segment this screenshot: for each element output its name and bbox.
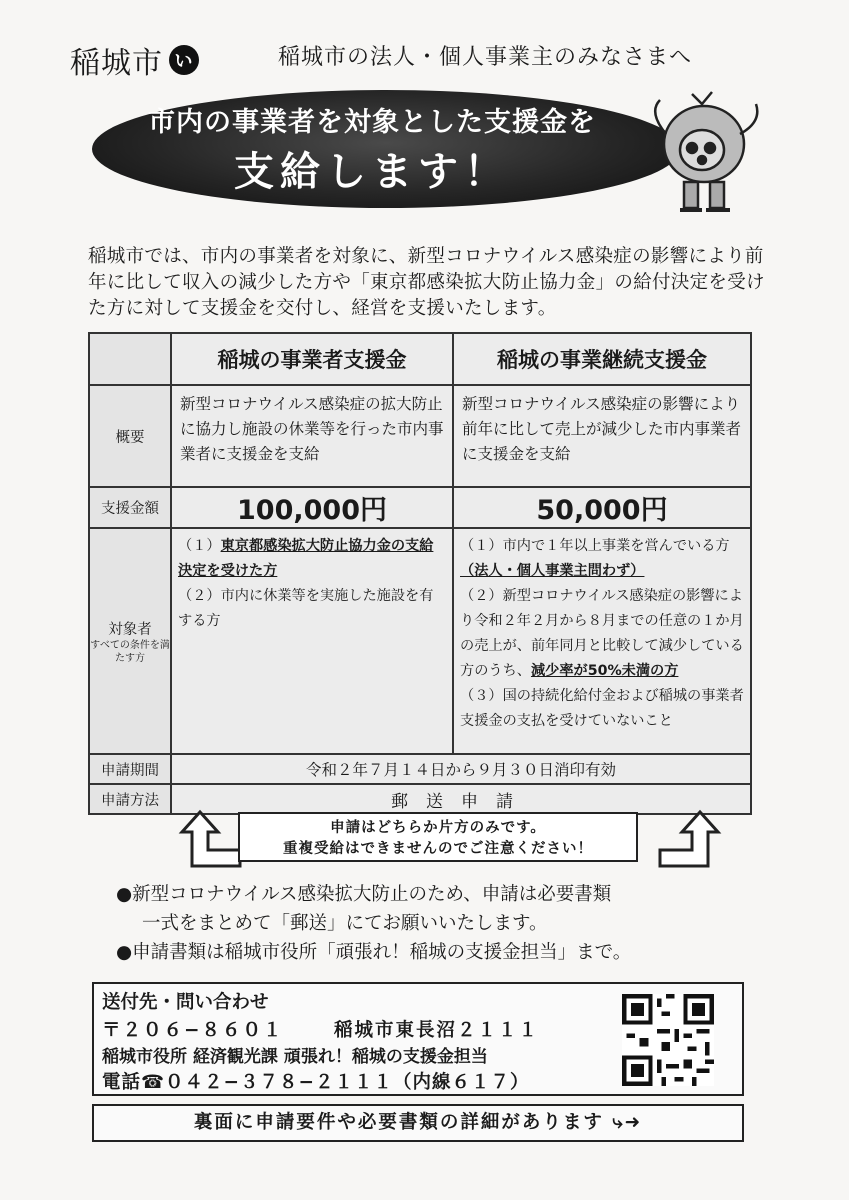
notice-line1: 申請はどちらか片方のみです。 [330,820,546,836]
contact-phone: 電話☎０４２−３７８−２１１１（内線６１７） [102,1072,530,1093]
col1-overview: 新型コロナウイルス感染症の拡大防止に協力し施設の休業等を行った市内事業者に支援金を支給 [171,385,453,487]
col2-overview: 新型コロナウイルス感染症の影響により前年に比して売上が減少した市内事業者に支援金を支給 [453,385,751,487]
table-corner-cell [89,333,171,385]
city-emblem-icon: い [169,45,199,75]
row-label-method: 申請方法 [89,784,171,814]
col2-conditions [453,528,751,754]
col2-cond2-text: （２）新型コロナウイルス感染症の影響により令和２年２月から８月までの任意の１か月の売上が、前年同月と比較して減少している方のうち、 [460,588,744,679]
intro-paragraph: 稲城市では、市内の事業者を対象に、新型コロナウイルス感染症の影響により前年に比して収入の減少した方や「東京都感染拡大防止協力金」の給付決定を受けた方に対して支援金を交付し、経営を支援いたします。 [88,246,765,319]
row-label-target [89,528,171,754]
col2-condition-3: （３）国の持続化給付金および稲城の事業者支援金の支払を受けていないこと [460,688,744,729]
mascot-illustration [640,82,770,232]
contact-zip: 〒２０６−８６０１ [102,1020,284,1041]
page-turn-arrow-icon: ⤷➜ [612,1112,643,1133]
note-2: ●申請書類は稲城市役所「頑張れ！稲城の支援金担当」まで。 [116,942,632,963]
logo-text: 稲城市 [70,46,163,81]
target-sublabel: すべての条件を満たす方 [90,639,170,664]
application-method: 郵送申請 [171,784,751,814]
duplicate-warning-box [238,812,638,862]
col1-header: 稲城の事業者支援金 [171,333,453,385]
note-1-cont: 一式をまとめて「郵送」にてお願いいたします。 [142,913,548,934]
application-period: 令和２年７月１４日から９月３０日消印有効 [171,754,751,784]
col1-condition-1 [178,534,446,584]
contact-address: 稲城市東長沼２１１１ [334,1020,540,1041]
note-1: ●新型コロナウイルス感染拡大防止のため、申請は必要書類 [116,884,612,905]
col2-condition-1: （１）市内で１年以上事業を営んでいる方 [460,538,730,554]
audience-heading: 稲城市の法人・個人事業主のみなさまへ [278,45,693,70]
contact-title: 送付先・問い合わせ [102,992,269,1013]
col2-condition-1-note: （法人・個人事業主問わず） [460,563,645,579]
col2-amount: 50,000円 [453,487,751,528]
col1-conditions [171,528,453,754]
contact-box [92,982,744,1096]
target-label: 対象者 [108,621,152,638]
contact-office: 稲城市役所 経済観光課 頑張れ！稲城の支援金担当 [102,1047,488,1067]
col2-cond2-underlined: 減少率が50%未満の方 [530,663,679,679]
headline-line2: 支給します！ [234,149,510,195]
row-label-amount: 支援金額 [89,487,171,528]
col1-cond1-underlined: 東京都感染拡大防止協力金の支給決定を受けた方 [178,538,434,579]
notice-line2: 重複受給はできませんのでご注意ください！ [283,841,593,857]
qr-code-icon [622,994,714,1086]
col2-header: 稲城の事業継続支援金 [453,333,751,385]
footer-text: 裏面に申請要件や必要書類の詳細があります [193,1112,604,1133]
col2-condition-2 [460,584,744,684]
col1-condition-2: （２）市内に休業等を実施した施設を有する方 [178,588,434,629]
row-label-overview: 概要 [89,385,171,487]
headline-line1: 市内の事業者を対象とした支援金を [148,107,596,138]
notes-list [116,880,756,967]
support-comparison-table [88,332,752,815]
city-logo [70,38,199,82]
col1-amount: 100,000円 [171,487,453,528]
col1-cond1-prefix: （１） [178,538,221,554]
row-label-period: 申請期間 [89,754,171,784]
back-page-notice [92,1104,744,1142]
right-up-arrow-icon [652,806,722,876]
